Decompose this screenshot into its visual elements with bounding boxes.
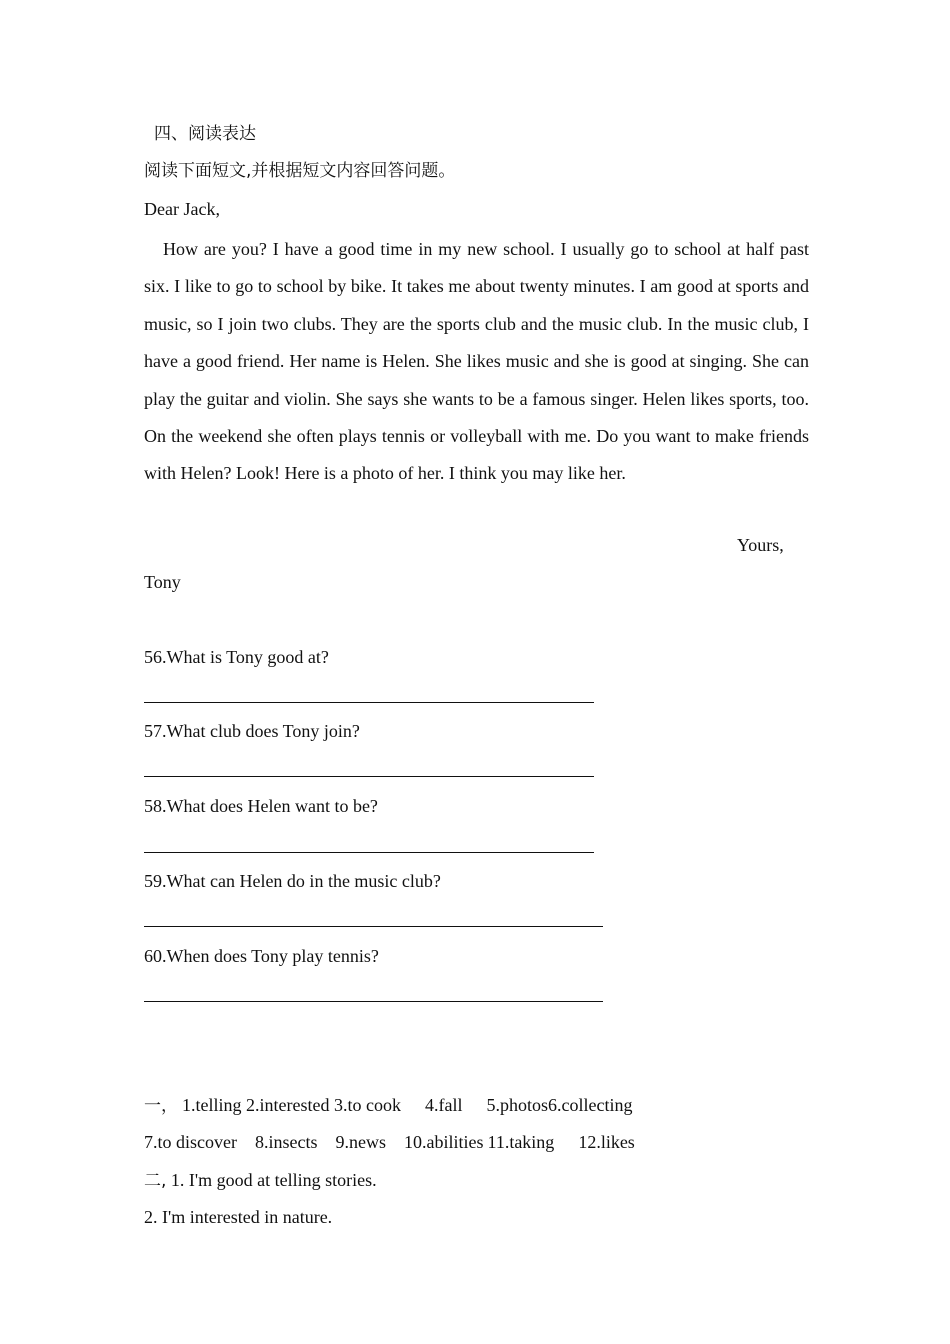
section-title: 四、阅读表达 <box>154 124 256 144</box>
question-58: 58.What does Helen want to be? <box>144 796 378 816</box>
answer-item: 1.telling <box>182 1095 242 1115</box>
letter-closing: Yours, <box>737 535 784 555</box>
question-60: 60.When does Tony play tennis? <box>144 946 379 966</box>
answer-key-part1-prefix: 一， <box>144 1096 178 1116</box>
answer-key-part1-line2 <box>144 1130 635 1154</box>
answer-item: 6.collecting <box>548 1095 633 1115</box>
answer-item: 5.photos <box>486 1095 548 1115</box>
answer-line-60[interactable] <box>144 1001 603 1002</box>
answer-key-part2-prefix: 二, <box>144 1171 167 1191</box>
answer-item: 3.to cook <box>333 1095 401 1115</box>
answer-key-part2-line1 <box>144 1168 377 1193</box>
answer-key-part2-line2: 2. I'm interested in nature. <box>144 1207 333 1227</box>
letter-body: How are you? I have a good time in my new school. I usually go to school at half past six. I like to go to school by bike. It takes me about twenty minutes. I am good at sports and music, so I join two clubs. They are the sports club and the music club. In the music club, I have a good friend. Her name is Helen. She likes music and she is good at singing. She can play the guitar and violin. She says she wants to be a famous singer. Helen likes sports, too. On the weekend she often plays tennis or volleyball with me. Do you want to make friends with Helen? Look! Here is a photo of her. I think you may like her. <box>144 239 809 484</box>
answer-item: 11.taking <box>487 1132 555 1152</box>
answer-line-57[interactable] <box>144 776 594 777</box>
question-59: 59.What can Helen do in the music club? <box>144 871 441 891</box>
question-57: 57.What club does Tony join? <box>144 721 360 741</box>
answer-item: 9.news <box>335 1132 386 1152</box>
letter-signature: Tony <box>144 572 181 592</box>
answer-sentence: 1. I'm good at telling stories. <box>170 1170 377 1190</box>
instruction: 阅读下面短文,并根据短文内容回答问题。 <box>144 161 456 181</box>
letter-greeting: Dear Jack, <box>144 199 220 219</box>
answer-item: 2.interested <box>246 1095 330 1115</box>
answer-line-59[interactable] <box>144 926 603 927</box>
answer-item: 4.fall <box>424 1095 463 1115</box>
answer-line-56[interactable] <box>144 702 594 703</box>
question-56: 56.What is Tony good at? <box>144 647 329 667</box>
answer-key-part1-line1 <box>144 1093 632 1118</box>
answer-item: 12.likes <box>578 1132 635 1152</box>
answer-item: 8.insects <box>254 1132 318 1152</box>
answer-line-58[interactable] <box>144 852 594 853</box>
answer-item: 10.abilities <box>403 1132 484 1152</box>
answer-item: 7.to discover <box>144 1132 237 1152</box>
